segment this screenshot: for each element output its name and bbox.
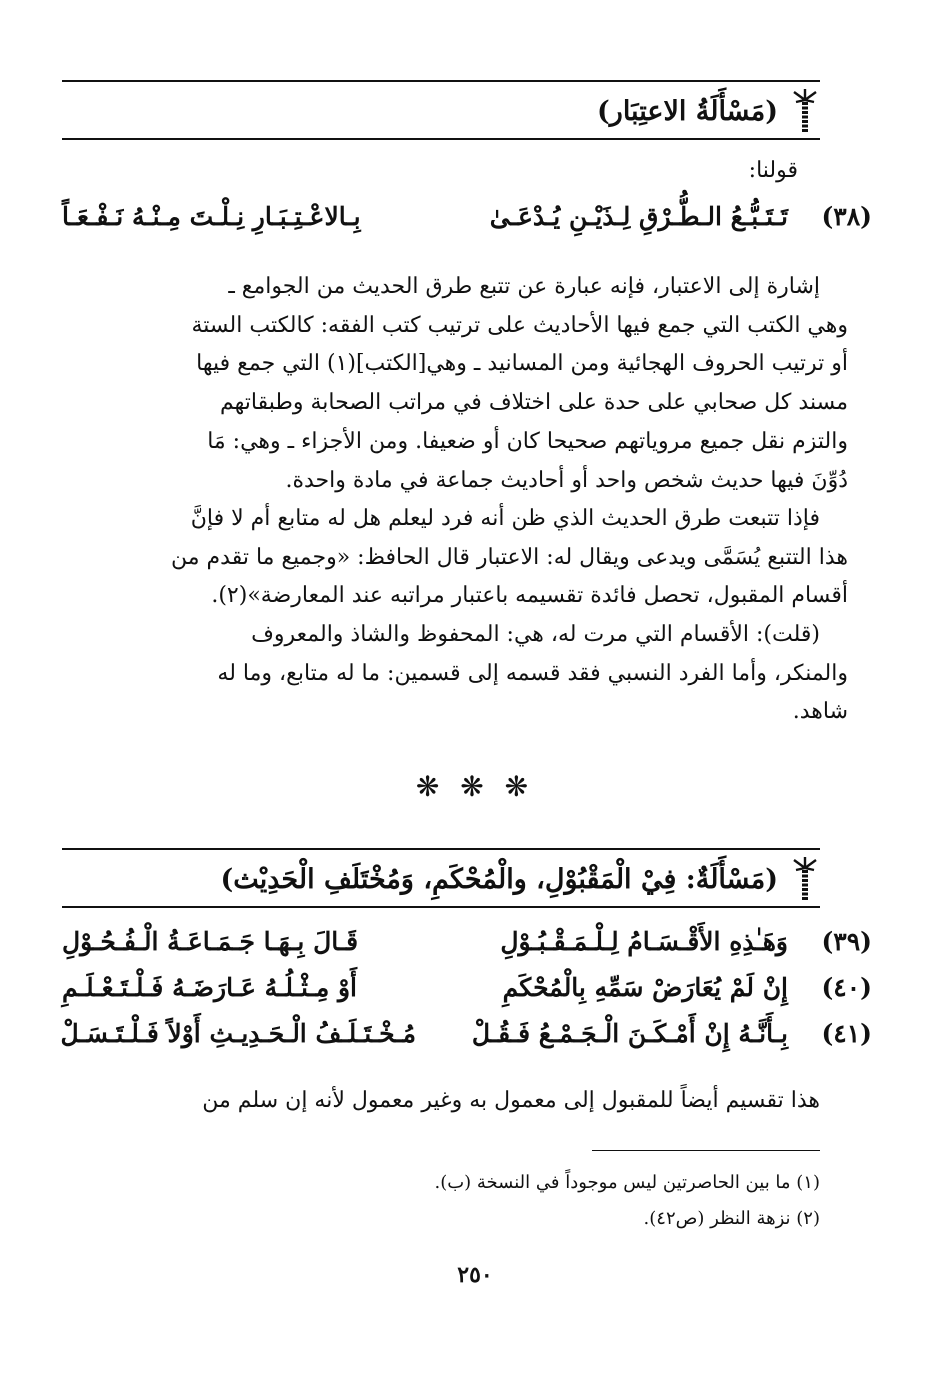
lead-text: قولنا: [748,158,798,183]
text-line: أقسام المقبول، تحصل فائدة تقسيمه باعتبار مراتبه عند المعارضة»(٢). [211,583,848,609]
text-line: دُوِّنَ فيها حديث شخص واحد أو أحاديث جماعة في مادة واحدة. [285,467,848,493]
palm-ornament-icon [792,856,818,902]
verse-number: (٤١) [821,1018,872,1048]
palm-ornament-icon [792,88,818,134]
verse-hemistich-right: وَهَـٰذِهِ الأَقْـسَـامُ لِـلْـمَـقْـبُـوْلِ [500,926,788,956]
text-line: أو ترتيب الحروف الهجائية ومن المسانيد ـ وهي[الكتب](١) التي جمع فيها [196,351,848,377]
text-line: هذا تقسيم أيضاً للمقبول إلى معمول به وغير معمول لأنه إن سلم من [202,1088,820,1113]
section-title: (مَسْأَلَةٌ: فِيْ الْمَقْبُوْلِ، والْمُحْكَمِ، وَمُخْتَلَفِ الْحَدِيْث) [220,863,778,895]
text-line: (قلت): الأقسام التي مرت له، هي: المحفوظ والشاذ والمعروف [251,622,820,647]
text-line: وهي الكتب التي جمع فيها الأحاديث على ترتيب كتب الفقه: كالكتب الستة [191,312,848,338]
footnote: (٢) نزهة النظر (ص٤٢). [643,1208,820,1229]
commentary-paragraph [62,1082,820,1121]
commentary-paragraph [62,268,848,500]
text-line: هذا التتبع يُسَمَّى ويدعى ويقال له: الاعتبار قال الحافظ: «وجميع ما تقدم من [171,544,848,570]
text-line: والمنكر، وأما الفرد النسبي فقد قسمه إلى قسمين: ما له متابع، وما له [217,660,848,686]
footnote-rule [592,1150,820,1151]
header-bottom-rule [62,138,820,140]
verse-hemistich-right: إِنْ لَمْ يُعَارَضْ سَمِّهِ بِالْمُحْكَمِ [502,972,788,1002]
verse-hemistich-left: بِـالاعْـتِـبَـارِ نِـلْـتَ مِـنْـهُ نَـفْـعَـاً [62,201,361,231]
verse-line [62,1010,872,1056]
verse-hemistich-left: أَوْ مِـثْـلُـهُ عَـارَضَـهُ فَـلْـتَـعْـلَـمِ [62,972,357,1002]
verse-number: (٣٨) [821,201,872,231]
section-header [62,82,820,140]
verse-hemistich-left: مُـخْـتَـلَـفُ الْـحَـدِيـثِ أَوْلاً فَـلْـتَـسَـلْ [60,1018,416,1048]
footnote: (١) ما بين الحاصرتين ليس موجوداً في النسخة (ب). [434,1172,820,1193]
commentary-paragraph [62,500,848,616]
text-line: مسند كل صحابي على حدة على اختلاف في مراتب الصحابة وطبقاتهم [220,390,848,416]
section-header [62,850,820,908]
verse-line [62,193,872,239]
verse-line [62,918,872,964]
verse-hemistich-left: قَـالَ بِـهَـا جَـمَـاعَـةُ الْـفُـحُـوْلِ [62,926,359,956]
verse-line [62,964,872,1010]
text-line: شاهد. [792,699,848,725]
verse-number: (٤٠) [821,972,872,1002]
section-separator: ❋ ❋ ❋ [415,770,535,803]
text-line: والتزم نقل جميع مروياتهم صحيحا كان أو ضعيفا. ومن الأجزاء ـ وهي: مَا [207,428,848,454]
section-title: (مَسْأَلَةُ الاعتِبَار) [597,95,778,127]
text-line: فإذا تتبعت طرق الحديث الذي ظن أنه فرد ليعلم هل له متابع أم لا فإنَّ [190,506,820,531]
header-bottom-rule [62,906,820,908]
verse-number: (٣٩) [821,926,872,956]
verse-hemistich-right: بِـأَنَّـهُ إِنْ أَمْـكَـنَ الْـجَـمْـعُ فَـقُـلْ [471,1018,788,1048]
verse-hemistich-right: تَـتَـبُّـعُ الـطُّـرْقِ لِـذَيْـنِ يُـدْعَـىٰ [489,201,788,231]
commentary-paragraph [62,616,848,732]
page-number: ٢٥٠ [457,1262,493,1288]
text-line: إشارة إلى الاعتبار، فإنه عبارة عن تتبع طرق الحديث من الجوامع ـ [228,274,820,299]
